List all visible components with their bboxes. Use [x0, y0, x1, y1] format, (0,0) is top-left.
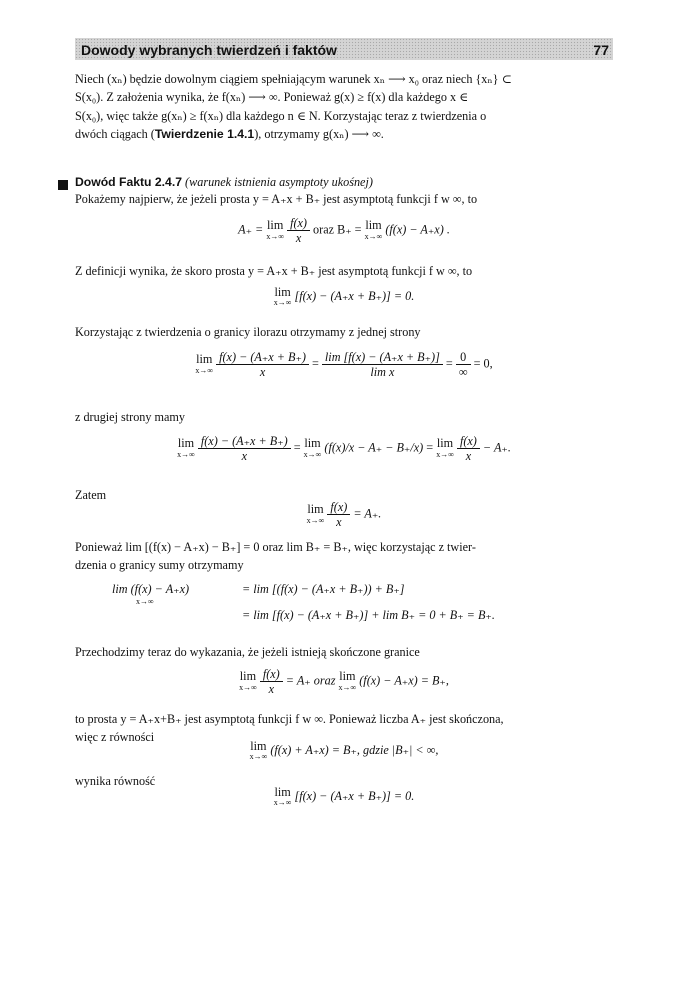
lim-text: lim: [274, 785, 291, 799]
lim-text: lim: [436, 436, 454, 451]
math-text: (f(x) − A₊x) = B₊,: [359, 673, 449, 688]
equation-line: [112, 606, 612, 624]
equation-1: [75, 216, 613, 245]
limit-operator: [239, 670, 257, 692]
fraction: [457, 434, 480, 463]
lim-text: lim: [196, 352, 213, 367]
text-line: [75, 125, 613, 143]
numerator: 0: [456, 350, 471, 365]
math-text: (f(x) + A₊x) = B₊, gdzie |B₊| < ∞,: [270, 742, 439, 757]
equals-sign: =: [293, 440, 301, 455]
equation-5: [75, 500, 613, 529]
proof-heading: [75, 173, 613, 191]
equation-2: [75, 286, 613, 308]
lim-subscript: x→∞: [273, 798, 292, 808]
paragraph-intro: [75, 70, 613, 143]
equation-line: [112, 580, 612, 598]
limit-operator: [177, 437, 195, 459]
math-text: = lim [f(x) − (A₊x + B₊)] + lim B₊ = 0 + B₊ = B₊.: [242, 608, 495, 623]
math-text: (f(x)/x − A₊ − B₊/x): [324, 440, 424, 455]
limit-operator: [365, 219, 383, 241]
fraction: [287, 216, 310, 245]
limit-operator: [339, 670, 357, 692]
text-line: Ponieważ lim [(f(x) − A₊x) − B₊] = 0 oraz lim B₊ = B₊, więc korzystając z twier-: [75, 540, 476, 554]
numerator: lim [f(x) − (A₊x + B₊)]: [322, 350, 443, 365]
paragraph: Korzystając z twierdzenia o granicy ilorazu otrzymamy z jednej strony: [75, 325, 421, 339]
lim-subscript: x→∞: [249, 752, 268, 762]
proof-square-icon: [58, 180, 68, 190]
denominator: x: [295, 231, 302, 246]
text-fragment: dwóch ciągach (: [75, 126, 155, 141]
math-text: = A₊ oraz: [285, 673, 336, 688]
lim-text: lim: [339, 669, 356, 684]
text-line: to prosta y = A₊x+B₊ jest asymptotą funkcji f w ∞. Ponieważ liczba A₊ jest skończona,: [75, 712, 504, 726]
numerator: f(x) − (A₊x + B₊): [216, 350, 309, 365]
fraction: [216, 350, 309, 379]
paragraph-sum-limit: [75, 538, 613, 575]
lim-subscript: x→∞: [195, 365, 214, 375]
running-header: [75, 38, 613, 60]
paragraph: Pokażemy najpierw, że jeżeli prosta y = A₊x + B₊ jest asymptotą funkcji f w ∞, to: [75, 192, 478, 206]
equation-9: [75, 786, 613, 808]
limit-operator: [307, 503, 325, 525]
text-line: S(x₀). Z założenia wynika, że f(xₙ) ⟶ ∞. Ponieważ g(x) ≥ f(x) dla każdego x ∈: [75, 90, 469, 105]
limit-operator: [195, 353, 213, 375]
paragraph: Zatem: [75, 488, 107, 502]
math-text: [f(x) − (A₊x + B₊)] = 0.: [294, 788, 415, 803]
math-text: = A₊.: [353, 506, 382, 521]
lim-subscript: x→∞: [273, 298, 292, 308]
lim-subscript: x→∞: [364, 231, 383, 241]
equals-sign: =: [426, 440, 434, 455]
equals-sign: =: [312, 356, 319, 371]
equation-7: [75, 667, 613, 696]
lim-text: lim: [274, 285, 291, 299]
lim-subscript: x→∞: [436, 449, 454, 459]
lim-text: lim: [177, 436, 195, 451]
limit-operator: [304, 437, 322, 459]
math-text: oraz B₊ =: [313, 222, 362, 237]
limit-operator: [274, 786, 292, 808]
denominator: x: [241, 449, 247, 464]
limit-operator: [274, 286, 292, 308]
paragraph: Z definicji wynika, że skoro prosta y = A₊x + B₊ jest asymptotą funkcji f w ∞, to: [75, 264, 473, 278]
text-line: Niech (xₙ) będzie dowolnym ciągiem spełniającym warunek xₙ ⟶ x₀ oraz niech {xₙ} ⊂: [75, 72, 512, 86]
text-line: S(x₀), więc także g(xₙ) ≥ f(xₙ) dla każdego n ∈ N. Korzystając teraz z twierdzenia o: [75, 108, 487, 123]
equation-3: [75, 350, 613, 379]
lim-subscript: x→∞: [177, 449, 195, 459]
proof-label: Dowód Faktu 2.4.7: [75, 175, 182, 189]
denominator: x: [336, 515, 342, 530]
numerator: f(x): [260, 667, 283, 682]
lim-subscript: x→∞: [303, 449, 322, 459]
text-line: dzenia o granicy sumy otrzymamy: [75, 558, 244, 573]
lim-text: lim: [239, 669, 257, 684]
denominator: lim x: [370, 365, 395, 380]
denominator: x: [268, 682, 274, 697]
lim-subscript: x→∞: [338, 682, 357, 692]
proof-subtitle: (warunek istnienia asymptoty ukośnej): [185, 175, 373, 189]
lim-subscript: x→∞: [239, 682, 257, 692]
lim-subscript: x→∞: [266, 231, 285, 241]
fraction: [327, 500, 350, 529]
limit-operator: [266, 219, 284, 241]
fraction: [260, 667, 283, 696]
paragraph: Przechodzimy teraz do wykazania, że jeżeli istnieją skończone granice: [75, 645, 420, 659]
page-number: 77: [593, 42, 609, 58]
equation-4: [75, 434, 613, 463]
lim-text: lim: [307, 502, 324, 517]
denominator: x: [465, 449, 472, 464]
fraction: [322, 350, 443, 379]
equation-8: [75, 740, 613, 762]
numerator: f(x): [457, 434, 480, 449]
theorem-reference: Twierdzenie 1.4.1: [154, 126, 255, 141]
numerator: f(x) − (A₊x + B₊): [198, 434, 291, 449]
limit-operator: [250, 740, 268, 762]
lim-text: lim: [304, 436, 321, 451]
math-text: A₊ =: [238, 222, 264, 237]
lim-text: lim: [365, 218, 382, 233]
math-text: = 0,: [473, 356, 493, 371]
text-fragment: ), otrzymamy g(xₙ) ⟶ ∞.: [254, 126, 384, 141]
text-line: więc z równości: [75, 730, 155, 745]
lim-subscript: x→∞: [306, 515, 325, 525]
fraction: [198, 434, 291, 463]
fraction: [456, 350, 471, 379]
math-text: lim (f(x) − A₊x): [112, 582, 190, 596]
math-text: (f(x) − A₊x) .: [385, 222, 450, 237]
equals-sign: =: [445, 356, 453, 371]
math-text: [f(x) − (A₊x + B₊)] = 0.: [294, 288, 415, 303]
lim-text: lim: [250, 739, 267, 753]
denominator: ∞: [458, 365, 468, 380]
math-text: − A₊.: [482, 440, 511, 455]
chapter-title: Dowody wybranych twierdzeń i faktów: [81, 42, 337, 58]
paragraph: z drugiej strony mamy: [75, 410, 186, 424]
lim-text: lim: [267, 218, 284, 233]
numerator: f(x): [287, 216, 310, 231]
numerator: f(x): [327, 500, 350, 515]
lim-subscript: x→∞: [136, 597, 154, 607]
paragraph: wynika równość: [75, 774, 156, 788]
equation-6: [112, 580, 612, 625]
math-text: = lim [(f(x) − (A₊x + B₊)) + B₊]: [242, 582, 405, 596]
denominator: x: [259, 365, 266, 380]
limit-operator: [436, 437, 454, 459]
